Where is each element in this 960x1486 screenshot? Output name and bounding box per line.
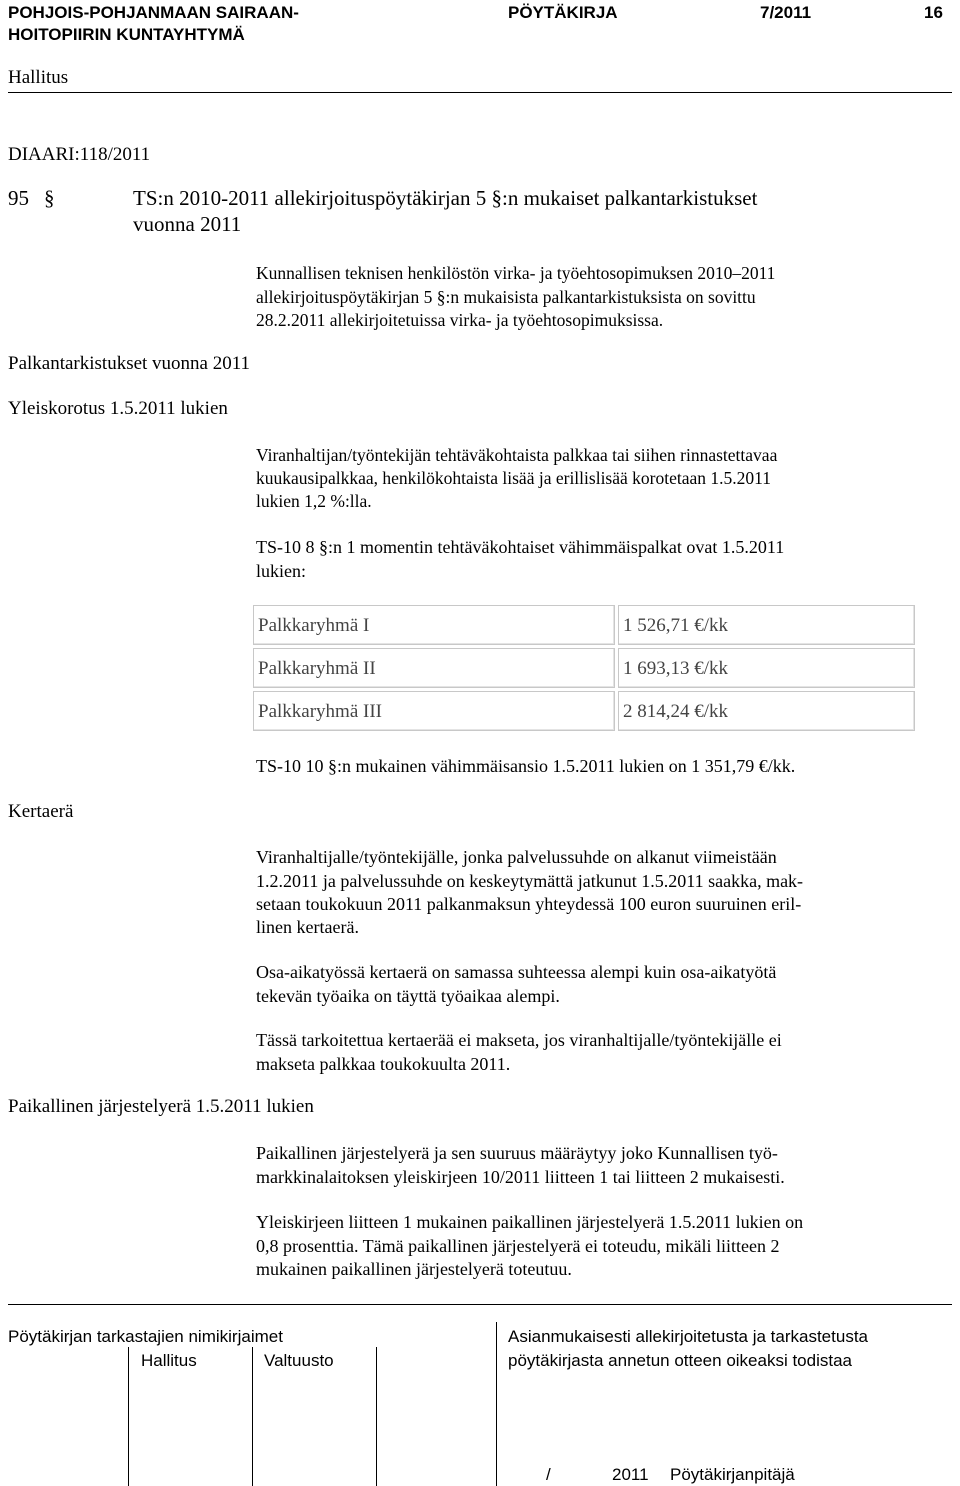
pay-amount-cell: 1 526,71 €/kk [618,605,915,645]
footer-date-slash: / [546,1465,551,1484]
org-name-line1: POHJOIS-POHJANMAAN SAIRAAN- [8,3,299,22]
kertaera-p3-line1: Tässä tarkoitettua kertaerää ei makseta, jos viranhaltijalle/työntekijälle ei [256,1030,782,1050]
table-row [253,648,915,688]
table-row [253,691,915,731]
footer-divider [128,1347,129,1486]
kertaera-p1-line2: 1.2.2011 ja palvelussuhde on keskeytymättä jatkunut 1.5.2011 saakka, mak- [256,871,804,891]
kertaera-p1-line1: Viranhaltijalle/työntekijälle, jonka palvelussuhde on alkanut viimeistään [256,847,777,867]
body-name: Hallitus [8,67,69,88]
footer-year: 2011 [612,1465,649,1484]
footer-certification-line2: pöytäkirjasta annetun otteen oikeaksi todistaa [508,1351,853,1370]
minimum-intro-line2: lukien: [256,561,306,581]
section-title-line1: TS:n 2010-2011 allekirjoituspöytäkirjan 5 §:n mukaiset palkantarkistukset [133,186,758,210]
paikallinen-p2-line2: 0,8 prosenttia. Tämä paikallinen järjestelyerä ei toteudu, mikäli liitteen 2 [256,1236,780,1256]
kertaera-p1-line3: setaan toukokuun 2011 palkanmaksun yhteydessä 100 euron suuruinen eril- [256,894,802,914]
pay-group-cell: Palkkaryhmä II [253,648,615,688]
kertaera-p2-line2: tekevän työaika on täyttä työaikaa alempi. [256,986,560,1006]
footer-initials-label: Pöytäkirjan tarkastajien nimikirjaimet [8,1327,283,1346]
kertaera-p1-line4: linen kertaerä. [256,917,359,937]
issue-number: 7/2011 [760,3,812,22]
yleiskorotus-line3: lukien 1,2 %:lla. [256,491,372,511]
footer-rule [8,1304,952,1305]
pay-group-cell: Palkkaryhmä III [253,691,615,731]
side-heading-yleiskorotus: Yleiskorotus 1.5.2011 lukien [8,398,228,419]
pay-amount-cell: 2 814,24 €/kk [618,691,915,731]
minimum-income: TS-10 10 §:n mukainen vähimmäisansio 1.5.2011 lukien on 1 351,79 €/kk. [256,756,796,776]
footer-hallitus-label: Hallitus [141,1351,197,1370]
section-symbol: § [44,186,55,210]
intro-line1: Kunnallisen teknisen henkilöstön virka- ja työehtosopimuksen 2010–2011 [256,263,776,283]
org-name-line2: HOITOPIIRIN KUNTAYHTYMÄ [8,25,245,44]
section-title-line2: vuonna 2011 [133,212,242,236]
doc-type: PÖYTÄKIRJA [508,3,618,22]
footer-divider [252,1347,253,1486]
kertaera-p3-line2: makseta palkkaa toukokuulta 2011. [256,1054,511,1074]
header-rule [8,92,952,93]
intro-line2: allekirjoituspöytäkirjan 5 §:n mukaisista palkantarkistuksista on sovittu [256,287,756,307]
yleiskorotus-line1: Viranhaltijan/työntekijän tehtäväkohtaista palkkaa tai siihen rinnastettavaa [256,445,778,465]
side-heading-kertaera: Kertaerä [8,801,74,822]
diaari-number: DIAARI:118/2011 [8,144,151,165]
yleiskorotus-line2: kuukausipalkkaa, henkilökohtaista lisää ja erillislisää korotetaan 1.5.2011 [256,468,771,488]
paikallinen-p2-line3: mukainen paikallinen järjestelyerä toteutuu. [256,1259,572,1279]
footer-minute-keeper: Pöytäkirjanpitäjä [670,1465,795,1484]
table-row [253,605,915,645]
pay-group-table [250,602,918,734]
section-number: 95 [8,186,29,210]
pay-amount-cell: 1 693,13 €/kk [618,648,915,688]
side-heading-paikallinen: Paikallinen järjestelyerä 1.5.2011 lukien [8,1096,314,1117]
kertaera-p2-line1: Osa-aikatyössä kertaerä on samassa suhteessa alempi kuin osa-aikatyötä [256,962,777,982]
paikallinen-p1-line1: Paikallinen järjestelyerä ja sen suuruus määräytyy joko Kunnallisen työ- [256,1143,778,1163]
side-heading-palkantarkistukset: Palkantarkistukset vuonna 2011 [8,353,251,374]
paikallinen-p1-line2: markkinalaitoksen yleiskirjeen 10/2011 liitteen 1 tai liitteen 2 mukaisesti. [256,1167,785,1187]
pay-group-cell: Palkkaryhmä I [253,605,615,645]
footer-divider [376,1347,377,1486]
paikallinen-p2-line1: Yleiskirjeen liitteen 1 mukainen paikallinen järjestelyerä 1.5.2011 lukien on [256,1212,804,1232]
page-number: 16 [924,3,943,22]
footer-certification-line1: Asianmukaisesti allekirjoitetusta ja tarkastetusta [508,1327,868,1346]
footer-divider [496,1322,497,1486]
intro-line3: 28.2.2011 allekirjoitetuissa virka- ja työehtosopimuksissa. [256,310,664,330]
footer-valtuusto-label: Valtuusto [264,1351,334,1370]
minimum-intro-line1: TS-10 8 §:n 1 momentin tehtäväkohtaiset vähimmäispalkat ovat 1.5.2011 [256,537,785,557]
